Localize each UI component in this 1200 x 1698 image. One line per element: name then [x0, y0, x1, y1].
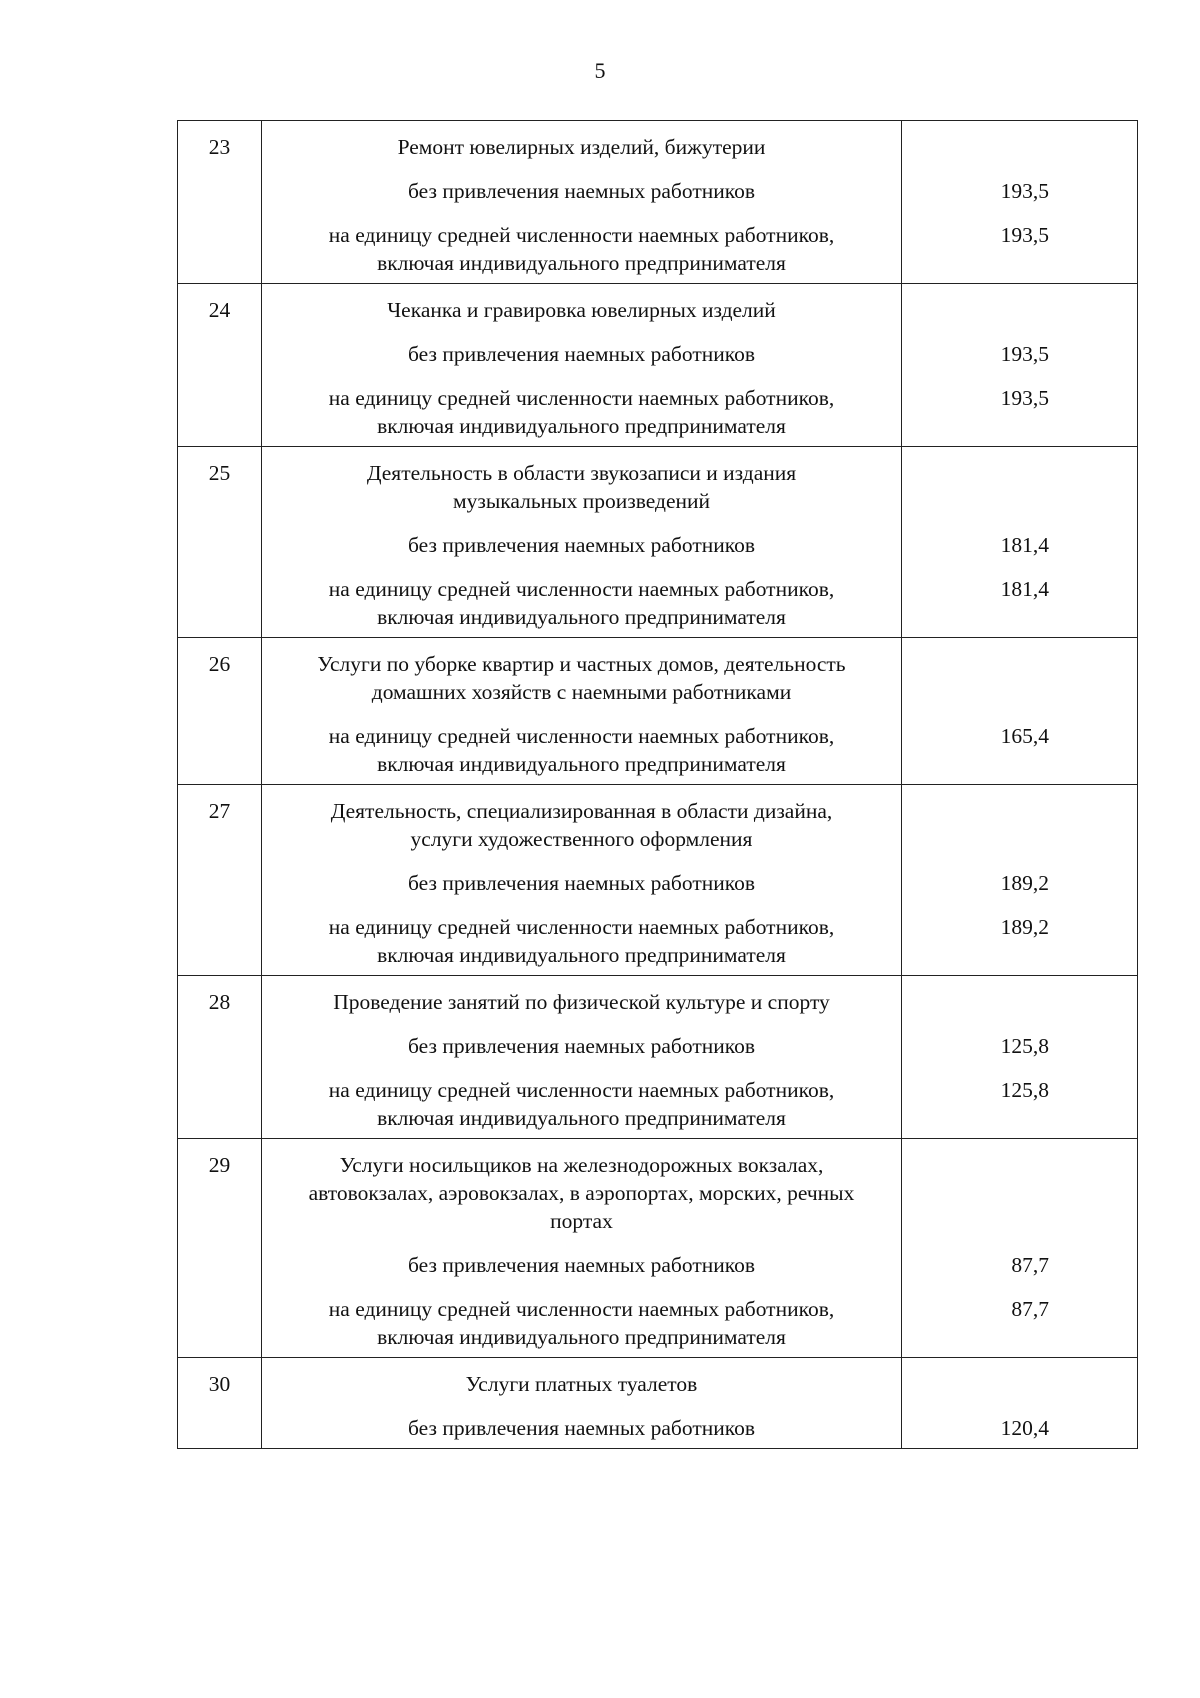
value-spacer — [902, 1151, 1137, 1251]
row-number: 23 — [178, 121, 262, 284]
condition-text — [272, 722, 891, 778]
value-cell — [902, 447, 1138, 638]
value-cell — [902, 638, 1138, 785]
condition-line: без привлечения наемных работников — [408, 342, 755, 366]
table-row — [178, 1358, 1138, 1449]
condition-line: на единицу средней численности наемных работников, — [328, 223, 835, 247]
activity-title-line: музыкальных произведений — [452, 489, 711, 513]
table-row — [178, 785, 1138, 976]
rate-value: 193,5 — [1000, 342, 1049, 366]
value-block — [902, 121, 1137, 283]
table-row — [178, 121, 1138, 284]
activity-block — [262, 284, 901, 440]
activity-title — [272, 988, 891, 1016]
condition-line: без привлечения наемных работников — [408, 1416, 755, 1440]
value-cell — [902, 785, 1138, 976]
condition-text — [272, 340, 891, 368]
condition-text — [272, 913, 891, 969]
rate-value: 189,2 — [1000, 871, 1049, 895]
activity-cell — [262, 1358, 902, 1449]
activity-title — [272, 1151, 891, 1235]
condition-text — [272, 177, 891, 205]
value-cell — [902, 121, 1138, 284]
activity-title — [272, 1370, 891, 1398]
condition-text — [272, 869, 891, 897]
value-slot — [902, 1295, 1137, 1357]
condition-line: включая индивидуального предпринимателя — [377, 752, 786, 776]
activity-cell — [262, 638, 902, 785]
value-slot — [902, 531, 1137, 575]
activity-title-line: Услуги носильщиков на железнодорожных вокзалах, — [339, 1153, 824, 1177]
row-number: 29 — [178, 1139, 262, 1358]
row-number: 30 — [178, 1358, 262, 1449]
activity-title-line: услуги художественного оформления — [410, 827, 753, 851]
rate-value: 87,7 — [1011, 1297, 1049, 1321]
value-spacer — [902, 1370, 1137, 1414]
condition-line: на единицу средней численности наемных работников, — [328, 1297, 835, 1321]
table-body — [178, 121, 1138, 1449]
condition-line: включая индивидуального предпринимателя — [377, 414, 786, 438]
rate-value: 193,5 — [1000, 386, 1049, 410]
rate-value: 193,5 — [1000, 179, 1049, 203]
activity-block — [262, 447, 901, 631]
activity-title-line: портах — [550, 1209, 613, 1233]
row-number: 27 — [178, 785, 262, 976]
value-cell — [902, 1139, 1138, 1358]
value-block — [902, 1358, 1137, 1448]
value-block — [902, 976, 1137, 1138]
activity-title-line: Деятельность в области звукозаписи и издания — [366, 461, 797, 485]
activity-title-line: Деятельность, специализированная в области дизайна, — [330, 799, 833, 823]
activity-title-line: Услуги по уборке квартир и частных домов, деятельность — [317, 652, 846, 676]
rate-value: 87,7 — [1011, 1253, 1049, 1277]
rate-value: 120,4 — [1000, 1416, 1049, 1440]
value-slot — [902, 1032, 1137, 1076]
value-spacer — [902, 650, 1137, 722]
condition-line: без привлечения наемных работников — [408, 533, 755, 557]
condition-text — [272, 1251, 891, 1279]
rate-value: 193,5 — [1000, 223, 1049, 247]
condition-line: на единицу средней численности наемных работников, — [328, 386, 835, 410]
value-slot — [902, 575, 1137, 637]
value-slot — [902, 340, 1137, 384]
condition-line: включая индивидуального предпринимателя — [377, 1325, 786, 1349]
rate-value: 165,4 — [1000, 724, 1049, 748]
value-spacer — [902, 133, 1137, 177]
value-slot — [902, 1251, 1137, 1295]
condition-line: на единицу средней численности наемных работников, — [328, 1078, 835, 1102]
activity-block — [262, 976, 901, 1132]
value-block — [902, 447, 1137, 637]
value-block — [902, 1139, 1137, 1357]
condition-line: без привлечения наемных работников — [408, 871, 755, 895]
activity-cell — [262, 447, 902, 638]
row-number: 25 — [178, 447, 262, 638]
value-slot — [902, 177, 1137, 221]
rate-value: 125,8 — [1000, 1034, 1049, 1058]
row-number: 28 — [178, 976, 262, 1139]
activity-cell — [262, 121, 902, 284]
rate-value: 189,2 — [1000, 915, 1049, 939]
value-spacer — [902, 459, 1137, 531]
activity-cell — [262, 976, 902, 1139]
condition-text — [272, 384, 891, 440]
condition-text — [272, 575, 891, 631]
activity-block — [262, 121, 901, 277]
activity-title-line: домашних хозяйств с наемными работниками — [371, 680, 792, 704]
value-block — [902, 284, 1137, 446]
activity-block — [262, 785, 901, 969]
value-cell — [902, 284, 1138, 447]
activity-title — [272, 650, 891, 706]
activity-title-line: автовокзалах, аэровокзалах, в аэропортах, морских, речных — [308, 1181, 855, 1205]
condition-text — [272, 1414, 891, 1442]
value-slot — [902, 1414, 1137, 1448]
row-number: 26 — [178, 638, 262, 785]
activity-cell — [262, 785, 902, 976]
activity-title-line: Услуги платных туалетов — [465, 1372, 698, 1396]
value-slot — [902, 1076, 1137, 1138]
condition-line: без привлечения наемных работников — [408, 179, 755, 203]
value-spacer — [902, 988, 1137, 1032]
condition-line: без привлечения наемных работников — [408, 1034, 755, 1058]
rate-value: 181,4 — [1000, 577, 1049, 601]
value-cell — [902, 1358, 1138, 1449]
value-slot — [902, 722, 1137, 784]
value-slot — [902, 913, 1137, 975]
condition-line: на единицу средней численности наемных работников, — [328, 724, 835, 748]
page-number: 5 — [594, 58, 606, 83]
condition-text — [272, 1295, 891, 1351]
row-number: 24 — [178, 284, 262, 447]
condition-text — [272, 221, 891, 277]
condition-line: включая индивидуального предпринимателя — [377, 251, 786, 275]
rate-value: 125,8 — [1000, 1078, 1049, 1102]
activity-title-line: Ремонт ювелирных изделий, бижутерии — [397, 135, 766, 159]
tariff-table — [177, 120, 1138, 1449]
value-spacer — [902, 797, 1137, 869]
value-spacer — [902, 296, 1137, 340]
condition-line: на единицу средней численности наемных работников, — [328, 577, 835, 601]
activity-title-line: Проведение занятий по физической культуре и спорту — [333, 990, 830, 1014]
value-block — [902, 785, 1137, 975]
activity-block — [262, 638, 901, 778]
condition-line: включая индивидуального предпринимателя — [377, 1106, 786, 1130]
table-row — [178, 284, 1138, 447]
condition-line: без привлечения наемных работников — [408, 1253, 755, 1277]
condition-text — [272, 531, 891, 559]
activity-cell — [262, 1139, 902, 1358]
condition-line: включая индивидуального предпринимателя — [377, 605, 786, 629]
value-slot — [902, 221, 1137, 283]
activity-block — [262, 1358, 901, 1442]
activity-title-line: Чеканка и гравировка ювелирных изделий — [387, 298, 776, 322]
activity-title — [272, 797, 891, 853]
table-row — [178, 638, 1138, 785]
table-row — [178, 1139, 1138, 1358]
activity-block — [262, 1139, 901, 1351]
value-cell — [902, 976, 1138, 1139]
value-block — [902, 638, 1137, 784]
table-row — [178, 447, 1138, 638]
table-row — [178, 976, 1138, 1139]
activity-title — [272, 296, 891, 324]
condition-line: включая индивидуального предпринимателя — [377, 943, 786, 967]
condition-line: на единицу средней численности наемных работников, — [328, 915, 835, 939]
value-slot — [902, 869, 1137, 913]
activity-title — [272, 459, 891, 515]
activity-title — [272, 133, 891, 161]
value-slot — [902, 384, 1137, 446]
condition-text — [272, 1076, 891, 1132]
activity-cell — [262, 284, 902, 447]
rate-value: 181,4 — [1000, 533, 1049, 557]
condition-text — [272, 1032, 891, 1060]
